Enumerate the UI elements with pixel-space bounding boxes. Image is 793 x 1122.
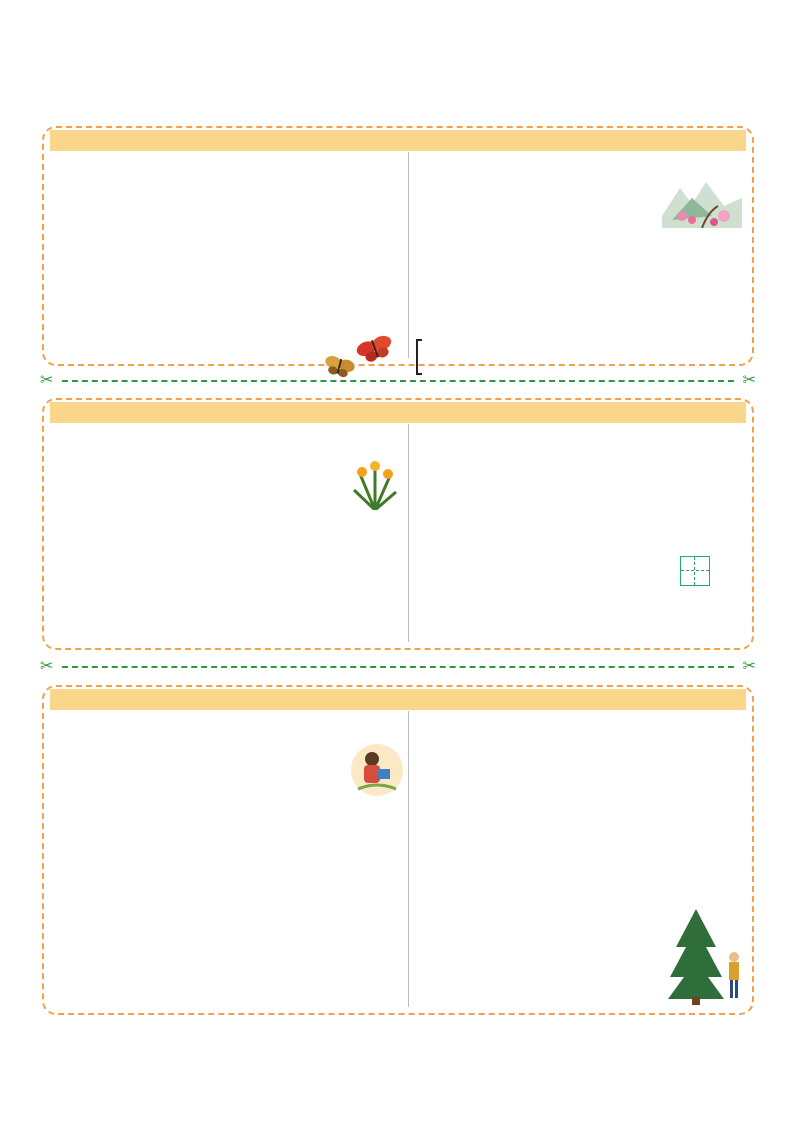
lesson3-sec1-title — [50, 713, 406, 733]
lesson2-card — [42, 398, 754, 650]
lesson3-k1-line — [412, 754, 752, 777]
lesson1-tian-line — [50, 202, 406, 225]
column-divider — [408, 424, 409, 642]
lesson3-heading — [50, 689, 746, 710]
scissors-icon: ✂ — [742, 370, 756, 389]
lesson1-wo-line — [412, 244, 752, 267]
column-divider — [408, 152, 409, 358]
lesson3-k3-line-b — [412, 846, 752, 869]
tianzige-diagram — [638, 542, 754, 608]
lesson1-ta-line — [412, 267, 752, 290]
lesson2-sec4-title — [412, 467, 752, 487]
scissors-icon: ✂ — [742, 656, 756, 675]
landscape-illustration — [662, 176, 742, 228]
lesson2-sec3-title — [412, 424, 752, 444]
lesson2-right — [412, 424, 752, 645]
dashed-line — [62, 666, 734, 668]
xj-ta-line — [412, 333, 752, 356]
lesson2-k1-line — [412, 487, 752, 510]
lesson3-sec4-title — [50, 804, 406, 824]
cut-line-2 — [40, 656, 756, 675]
lesson3-k2-line-b — [412, 800, 752, 823]
lesson3-left — [50, 713, 406, 845]
tzg-hline — [681, 570, 709, 571]
column-divider — [408, 711, 409, 1007]
cut-line-1 — [40, 370, 756, 389]
lesson2-left — [50, 426, 406, 476]
eye-ear-idiom-line — [412, 711, 752, 734]
tree-illustration — [668, 907, 748, 1007]
scissors-icon: ✂ — [40, 370, 54, 389]
lesson1-left — [50, 154, 406, 225]
tzg-vline — [694, 557, 695, 585]
lesson1-right — [412, 152, 752, 356]
tzg-box — [680, 556, 710, 586]
lesson2-k2-line — [412, 510, 752, 533]
scissors-icon: ✂ — [40, 656, 54, 675]
lesson1-heading — [50, 130, 746, 151]
tzg-song-line2 — [412, 622, 752, 645]
lesson1-di-line — [412, 152, 752, 175]
idiom-line — [50, 824, 406, 845]
lesson3-sec6-title — [412, 869, 752, 889]
lesson1-sec2-title — [50, 182, 406, 202]
lesson1-sec1-title — [50, 154, 406, 174]
dashed-line — [62, 380, 734, 382]
lesson2-heading — [50, 402, 746, 423]
lesson1-card — [42, 126, 754, 366]
lesson3-right — [412, 711, 752, 889]
lesson3-sec5-title — [412, 734, 752, 754]
flower-illustration — [350, 454, 400, 510]
lesson1-sec3-title — [412, 290, 752, 310]
lesson3-k3-line — [412, 823, 752, 846]
antonym-line — [412, 444, 752, 467]
lesson2-sec1-title — [50, 426, 406, 446]
lesson3-card — [42, 685, 754, 1015]
reading-girl-illustration — [350, 743, 404, 797]
similar-chars-bracket — [416, 339, 422, 375]
lesson3-k2-line — [412, 777, 752, 800]
xj-di-line — [412, 310, 752, 333]
